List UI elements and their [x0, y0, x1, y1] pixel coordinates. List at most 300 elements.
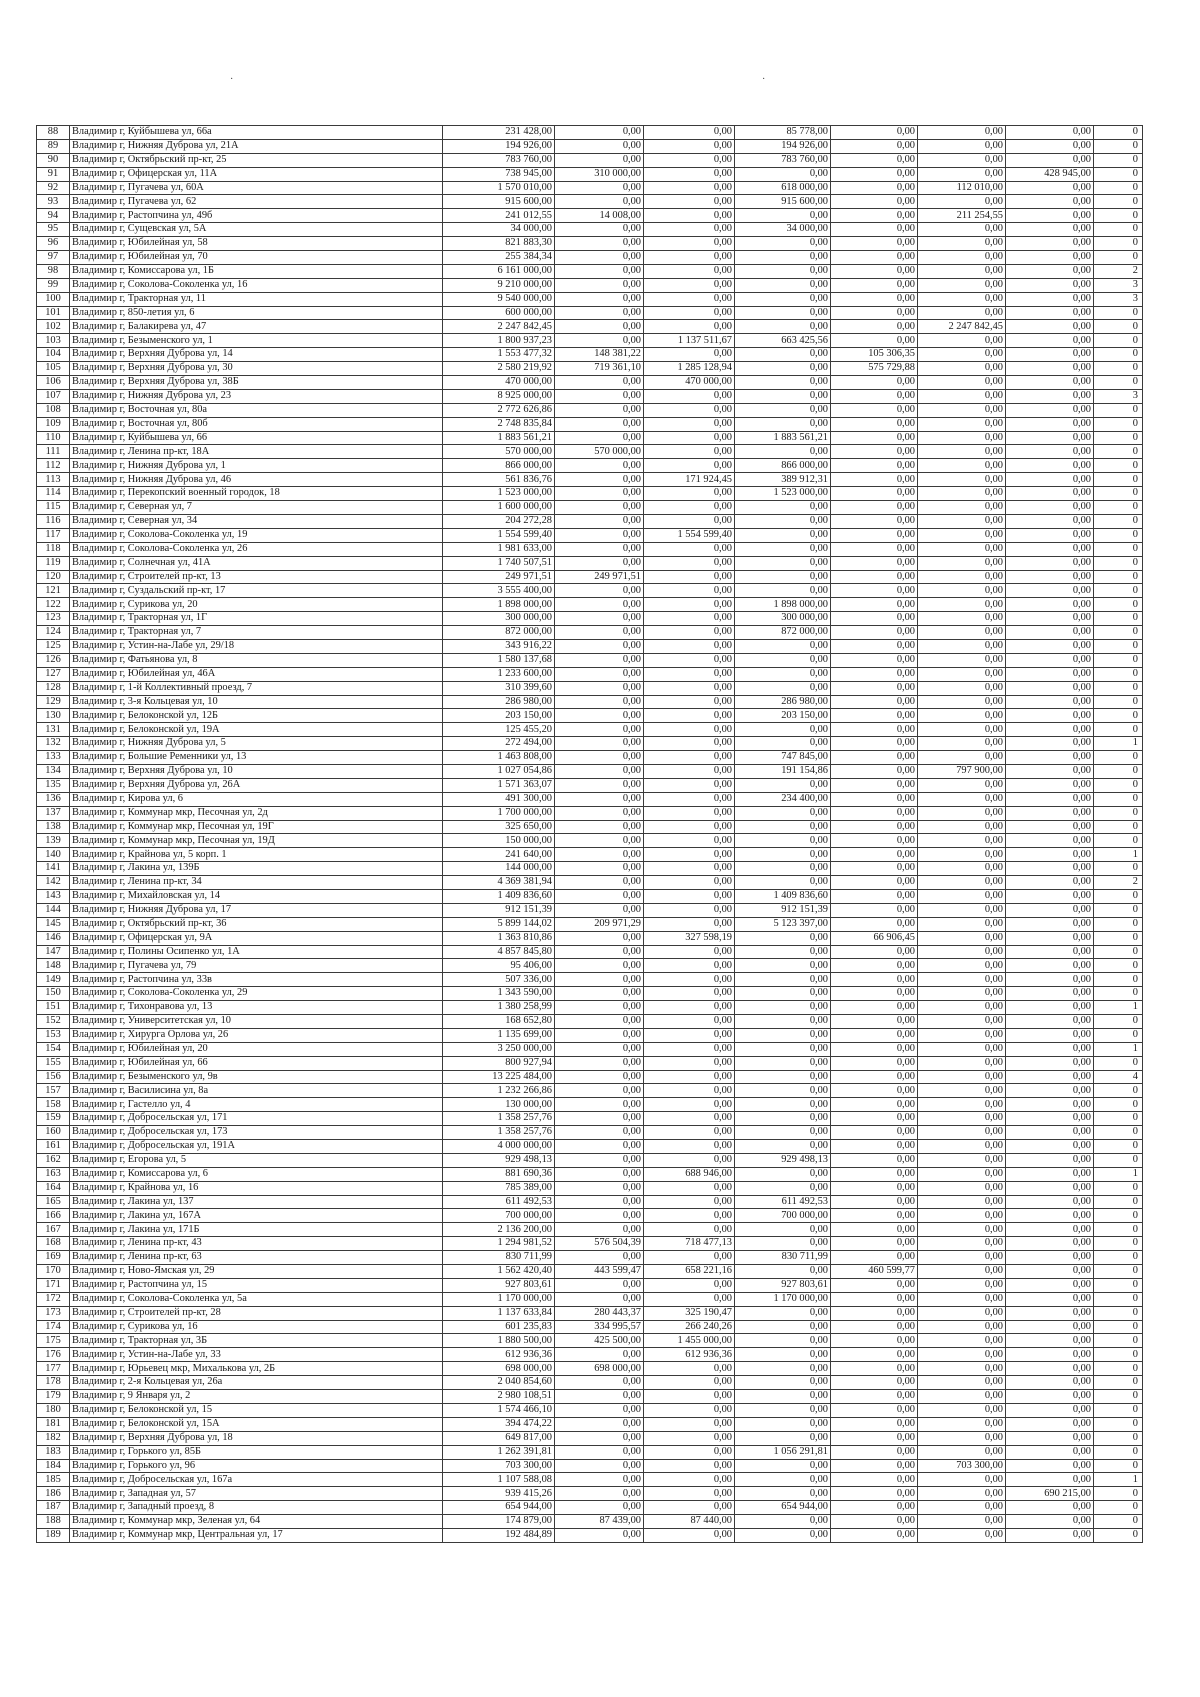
count-cell: 0 — [1094, 431, 1143, 445]
amount-col-5-cell: 0,00 — [918, 570, 1006, 584]
count-cell: 0 — [1094, 1098, 1143, 1112]
address-cell: Владимир г, Восточная ул, 80б — [70, 417, 443, 431]
amount-col-6-cell: 0,00 — [1006, 1306, 1094, 1320]
amount-col-6-cell: 0,00 — [1006, 292, 1094, 306]
amount-col-1-cell: 0,00 — [555, 1390, 644, 1404]
amount-col-4-cell: 0,00 — [831, 709, 918, 723]
table-body — [37, 126, 1143, 1543]
table-row — [37, 1501, 1143, 1515]
address-cell: Владимир г, Соколова-Соколенка ул, 26 — [70, 542, 443, 556]
amount-col-1-cell: 0,00 — [555, 237, 644, 251]
amount-col-5-cell: 0,00 — [918, 306, 1006, 320]
table-row — [37, 1278, 1143, 1292]
amount-col-2-cell: 0,00 — [644, 1126, 735, 1140]
table-row — [37, 764, 1143, 778]
amount-col-3-cell: 0,00 — [735, 1515, 831, 1529]
amount-col-6-cell: 0,00 — [1006, 487, 1094, 501]
amount-col-1-cell: 0,00 — [555, 459, 644, 473]
amount-col-4-cell: 0,00 — [831, 403, 918, 417]
amount-col-1-cell: 0,00 — [555, 153, 644, 167]
amount-total-cell: 255 384,34 — [443, 251, 555, 265]
table-row — [37, 1320, 1143, 1334]
row-number: 144 — [37, 903, 70, 917]
amount-col-5-cell: 0,00 — [918, 1403, 1006, 1417]
amount-col-3-cell: 866 000,00 — [735, 459, 831, 473]
amount-col-3-cell: 0,00 — [735, 1056, 831, 1070]
amount-col-5-cell: 0,00 — [918, 876, 1006, 890]
amount-col-1-cell: 0,00 — [555, 403, 644, 417]
amount-col-2-cell: 1 137 511,67 — [644, 334, 735, 348]
table-row — [37, 1209, 1143, 1223]
amount-total-cell: 13 225 484,00 — [443, 1070, 555, 1084]
row-number: 182 — [37, 1431, 70, 1445]
amount-col-3-cell: 0,00 — [735, 820, 831, 834]
amount-col-6-cell: 0,00 — [1006, 1528, 1094, 1542]
amount-col-5-cell: 0,00 — [918, 695, 1006, 709]
amount-col-4-cell: 0,00 — [831, 417, 918, 431]
amount-total-cell: 203 150,00 — [443, 709, 555, 723]
amount-col-6-cell: 0,00 — [1006, 903, 1094, 917]
count-cell: 0 — [1094, 806, 1143, 820]
table-row — [37, 1431, 1143, 1445]
amount-col-2-cell: 718 477,13 — [644, 1237, 735, 1251]
table-row — [37, 251, 1143, 265]
amount-col-4-cell: 0,00 — [831, 1153, 918, 1167]
address-cell: Владимир г, Куйбышева ул, 66 — [70, 431, 443, 445]
amount-col-1-cell: 0,00 — [555, 876, 644, 890]
amount-col-3-cell: 0,00 — [735, 362, 831, 376]
amount-total-cell: 927 803,61 — [443, 1278, 555, 1292]
amount-col-6-cell: 0,00 — [1006, 306, 1094, 320]
amount-col-6-cell: 0,00 — [1006, 1459, 1094, 1473]
amount-col-3-cell: 0,00 — [735, 653, 831, 667]
count-cell: 1 — [1094, 1167, 1143, 1181]
row-number: 155 — [37, 1056, 70, 1070]
amount-col-6-cell: 0,00 — [1006, 320, 1094, 334]
count-cell: 0 — [1094, 153, 1143, 167]
amount-col-5-cell: 0,00 — [918, 584, 1006, 598]
amount-col-1-cell: 0,00 — [555, 1015, 644, 1029]
amount-col-6-cell: 0,00 — [1006, 556, 1094, 570]
count-cell: 0 — [1094, 570, 1143, 584]
row-number: 102 — [37, 320, 70, 334]
amount-col-3-cell: 0,00 — [735, 1334, 831, 1348]
address-cell: Владимир г, Суздальский пр-кт, 17 — [70, 584, 443, 598]
amount-col-1-cell: 0,00 — [555, 528, 644, 542]
amount-col-6-cell: 0,00 — [1006, 1362, 1094, 1376]
row-number: 168 — [37, 1237, 70, 1251]
count-cell: 1 — [1094, 737, 1143, 751]
amount-col-2-cell: 0,00 — [644, 181, 735, 195]
amount-total-cell: 343 916,22 — [443, 639, 555, 653]
amount-col-6-cell: 0,00 — [1006, 542, 1094, 556]
amount-col-5-cell: 0,00 — [918, 737, 1006, 751]
amount-col-5-cell: 0,00 — [918, 153, 1006, 167]
amount-total-cell: 4 369 381,94 — [443, 876, 555, 890]
amount-total-cell: 241 640,00 — [443, 848, 555, 862]
count-cell: 0 — [1094, 1223, 1143, 1237]
amount-total-cell: 929 498,13 — [443, 1153, 555, 1167]
count-cell: 0 — [1094, 1056, 1143, 1070]
amount-total-cell: 470 000,00 — [443, 376, 555, 390]
address-cell: Владимир г, Тракторная ул, 1Г — [70, 612, 443, 626]
amount-col-6-cell: 0,00 — [1006, 778, 1094, 792]
amount-col-5-cell: 0,00 — [918, 348, 1006, 362]
amount-total-cell: 241 012,55 — [443, 209, 555, 223]
amount-col-1-cell: 0,00 — [555, 542, 644, 556]
amount-col-4-cell: 0,00 — [831, 542, 918, 556]
amount-col-6-cell: 0,00 — [1006, 987, 1094, 1001]
amount-col-1-cell: 0,00 — [555, 264, 644, 278]
amount-col-3-cell: 0,00 — [735, 501, 831, 515]
amount-col-5-cell: 0,00 — [918, 778, 1006, 792]
count-cell: 0 — [1094, 1084, 1143, 1098]
address-cell: Владимир г, Юрьевец мкр, Михалькова ул, 2Б — [70, 1362, 443, 1376]
amount-col-5-cell: 0,00 — [918, 1265, 1006, 1279]
amount-col-5-cell: 0,00 — [918, 1112, 1006, 1126]
address-cell: Владимир г, Ленина пр-кт, 18А — [70, 445, 443, 459]
count-cell: 0 — [1094, 376, 1143, 390]
amount-col-4-cell: 0,00 — [831, 1126, 918, 1140]
table-row — [37, 1153, 1143, 1167]
count-cell: 0 — [1094, 1209, 1143, 1223]
address-cell: Владимир г, Кирова ул, 6 — [70, 792, 443, 806]
amount-col-5-cell: 0,00 — [918, 973, 1006, 987]
amount-col-6-cell: 0,00 — [1006, 1390, 1094, 1404]
table-row — [37, 473, 1143, 487]
amount-col-1-cell: 0,00 — [555, 1195, 644, 1209]
amount-col-2-cell: 0,00 — [644, 723, 735, 737]
table-row — [37, 195, 1143, 209]
amount-col-2-cell: 0,00 — [644, 903, 735, 917]
amount-col-4-cell: 0,00 — [831, 528, 918, 542]
row-number: 139 — [37, 834, 70, 848]
amount-col-2-cell: 0,00 — [644, 737, 735, 751]
amount-col-3-cell: 0,00 — [735, 1348, 831, 1362]
amount-col-2-cell: 0,00 — [644, 1070, 735, 1084]
count-cell: 0 — [1094, 1320, 1143, 1334]
row-number: 119 — [37, 556, 70, 570]
row-number: 138 — [37, 820, 70, 834]
count-cell: 0 — [1094, 834, 1143, 848]
amount-col-3-cell: 0,00 — [735, 862, 831, 876]
table-row — [37, 834, 1143, 848]
amount-col-3-cell: 0,00 — [735, 209, 831, 223]
amount-col-4-cell: 0,00 — [831, 1459, 918, 1473]
amount-col-5-cell: 0,00 — [918, 389, 1006, 403]
address-cell: Владимир г, Соколова-Соколенка ул, 5а — [70, 1292, 443, 1306]
address-cell: Владимир г, Юбилейная ул, 70 — [70, 251, 443, 265]
amount-col-1-cell: 0,00 — [555, 1070, 644, 1084]
count-cell: 3 — [1094, 389, 1143, 403]
amount-col-1-cell: 249 971,51 — [555, 570, 644, 584]
row-number: 148 — [37, 959, 70, 973]
amount-col-1-cell: 0,00 — [555, 1431, 644, 1445]
amount-col-4-cell: 0,00 — [831, 167, 918, 181]
amount-col-3-cell: 0,00 — [735, 1459, 831, 1473]
amount-col-3-cell: 0,00 — [735, 376, 831, 390]
table-row — [37, 1001, 1143, 1015]
address-cell: Владимир г, Куйбышева ул, 66а — [70, 126, 443, 140]
count-cell: 0 — [1094, 612, 1143, 626]
amount-col-5-cell: 0,00 — [918, 806, 1006, 820]
address-cell: Владимир г, Соколова-Соколенка ул, 16 — [70, 278, 443, 292]
amount-col-6-cell: 0,00 — [1006, 917, 1094, 931]
amount-col-1-cell: 0,00 — [555, 1042, 644, 1056]
amount-col-6-cell: 0,00 — [1006, 223, 1094, 237]
amount-col-3-cell: 0,00 — [735, 987, 831, 1001]
table-row — [37, 1348, 1143, 1362]
amount-col-5-cell: 0,00 — [918, 889, 1006, 903]
count-cell: 0 — [1094, 1015, 1143, 1029]
table-row — [37, 1015, 1143, 1029]
count-cell: 0 — [1094, 667, 1143, 681]
amount-col-5-cell: 0,00 — [918, 1001, 1006, 1015]
amount-col-6-cell: 0,00 — [1006, 1515, 1094, 1529]
address-cell: Владимир г, Офицерская ул, 11А — [70, 167, 443, 181]
table-row — [37, 820, 1143, 834]
amount-col-3-cell: 0,00 — [735, 959, 831, 973]
amount-col-5-cell: 0,00 — [918, 1445, 1006, 1459]
amount-col-4-cell: 0,00 — [831, 806, 918, 820]
count-cell: 4 — [1094, 1070, 1143, 1084]
count-cell: 0 — [1094, 1292, 1143, 1306]
amount-total-cell: 1 880 500,00 — [443, 1334, 555, 1348]
amount-col-1-cell: 0,00 — [555, 1098, 644, 1112]
amount-col-5-cell: 0,00 — [918, 459, 1006, 473]
amount-col-6-cell: 0,00 — [1006, 598, 1094, 612]
amount-total-cell: 700 000,00 — [443, 1209, 555, 1223]
amount-col-6-cell: 0,00 — [1006, 612, 1094, 626]
amount-col-4-cell: 0,00 — [831, 1223, 918, 1237]
address-cell: Владимир г, Юбилейная ул, 58 — [70, 237, 443, 251]
amount-col-4-cell: 0,00 — [831, 445, 918, 459]
address-cell: Владимир г, Ленина пр-кт, 63 — [70, 1251, 443, 1265]
amount-col-5-cell: 0,00 — [918, 723, 1006, 737]
count-cell: 0 — [1094, 1306, 1143, 1320]
amount-col-6-cell: 0,00 — [1006, 473, 1094, 487]
address-cell: Владимир г, Лакина ул, 137 — [70, 1195, 443, 1209]
amount-col-2-cell: 0,00 — [644, 514, 735, 528]
table-row — [37, 389, 1143, 403]
address-cell: Владимир г, Коммунар мкр, Центральная ул, 17 — [70, 1528, 443, 1542]
address-cell: Владимир г, Добросельская ул, 173 — [70, 1126, 443, 1140]
count-cell: 0 — [1094, 959, 1143, 973]
amount-col-2-cell: 0,00 — [644, 584, 735, 598]
amount-col-2-cell: 0,00 — [644, 1001, 735, 1015]
amount-col-2-cell: 0,00 — [644, 389, 735, 403]
amount-col-2-cell: 0,00 — [644, 1459, 735, 1473]
amount-col-4-cell: 0,00 — [831, 264, 918, 278]
amount-col-4-cell: 0,00 — [831, 376, 918, 390]
address-cell: Владимир г, Михайловская ул, 14 — [70, 889, 443, 903]
amount-col-4-cell: 0,00 — [831, 945, 918, 959]
count-cell: 0 — [1094, 334, 1143, 348]
address-cell: Владимир г, Пугачева ул, 62 — [70, 195, 443, 209]
amount-col-6-cell: 0,00 — [1006, 764, 1094, 778]
amount-col-2-cell: 0,00 — [644, 764, 735, 778]
table-row — [37, 1487, 1143, 1501]
amount-col-5-cell: 0,00 — [918, 501, 1006, 515]
amount-col-2-cell: 0,00 — [644, 709, 735, 723]
amount-col-5-cell: 0,00 — [918, 487, 1006, 501]
count-cell: 0 — [1094, 862, 1143, 876]
row-number: 174 — [37, 1320, 70, 1334]
amount-col-4-cell: 0,00 — [831, 1001, 918, 1015]
row-number: 99 — [37, 278, 70, 292]
count-cell: 0 — [1094, 1431, 1143, 1445]
amount-col-1-cell: 719 361,10 — [555, 362, 644, 376]
amount-col-2-cell: 0,00 — [644, 1417, 735, 1431]
address-cell: Владимир г, Верхняя Дуброва ул, 14 — [70, 348, 443, 362]
amount-col-3-cell: 0,00 — [735, 1431, 831, 1445]
address-cell: Владимир г, Крайнова ул, 5 корп. 1 — [70, 848, 443, 862]
amount-col-4-cell: 0,00 — [831, 598, 918, 612]
amount-col-1-cell: 425 500,00 — [555, 1334, 644, 1348]
amount-col-6-cell: 0,00 — [1006, 1278, 1094, 1292]
row-number: 167 — [37, 1223, 70, 1237]
amount-col-3-cell: 0,00 — [735, 639, 831, 653]
count-cell: 0 — [1094, 1390, 1143, 1404]
amount-col-1-cell: 0,00 — [555, 556, 644, 570]
address-cell: Владимир г, Тихонравова ул, 13 — [70, 1001, 443, 1015]
amount-col-2-cell: 0,00 — [644, 1278, 735, 1292]
amount-col-4-cell: 0,00 — [831, 251, 918, 265]
row-number: 176 — [37, 1348, 70, 1362]
table-row — [37, 570, 1143, 584]
amount-col-3-cell: 0,00 — [735, 514, 831, 528]
amount-col-3-cell: 0,00 — [735, 1237, 831, 1251]
address-cell: Владимир г, Растопчина ул, 49б — [70, 209, 443, 223]
amount-col-4-cell: 0,00 — [831, 570, 918, 584]
amount-col-3-cell: 286 980,00 — [735, 695, 831, 709]
amount-col-5-cell: 0,00 — [918, 1223, 1006, 1237]
address-cell: Владимир г, Верхняя Дуброва ул, 30 — [70, 362, 443, 376]
amount-col-3-cell: 0,00 — [735, 556, 831, 570]
count-cell: 0 — [1094, 709, 1143, 723]
count-cell: 0 — [1094, 501, 1143, 515]
table-row — [37, 528, 1143, 542]
amount-col-4-cell: 0,00 — [831, 1278, 918, 1292]
amount-col-5-cell: 0,00 — [918, 403, 1006, 417]
amount-col-6-cell: 0,00 — [1006, 1181, 1094, 1195]
amount-total-cell: 507 336,00 — [443, 973, 555, 987]
row-number: 149 — [37, 973, 70, 987]
amount-col-1-cell: 0,00 — [555, 820, 644, 834]
amount-col-1-cell: 0,00 — [555, 1501, 644, 1515]
amount-col-6-cell: 0,00 — [1006, 376, 1094, 390]
amount-col-1-cell: 334 995,57 — [555, 1320, 644, 1334]
row-number: 127 — [37, 667, 70, 681]
count-cell: 0 — [1094, 584, 1143, 598]
amount-col-5-cell: 0,00 — [918, 1320, 1006, 1334]
amount-total-cell: 1 232 266,86 — [443, 1084, 555, 1098]
address-cell: Владимир г, Нижняя Дуброва ул, 1 — [70, 459, 443, 473]
amount-col-2-cell: 0,00 — [644, 889, 735, 903]
amount-col-3-cell: 5 123 397,00 — [735, 917, 831, 931]
amount-col-3-cell: 0,00 — [735, 348, 831, 362]
count-cell: 0 — [1094, 181, 1143, 195]
table-row — [37, 848, 1143, 862]
count-cell: 0 — [1094, 542, 1143, 556]
amount-total-cell: 1 409 836,60 — [443, 889, 555, 903]
amount-total-cell: 9 210 000,00 — [443, 278, 555, 292]
amount-col-1-cell: 0,00 — [555, 1167, 644, 1181]
amount-col-6-cell: 0,00 — [1006, 1028, 1094, 1042]
amount-col-2-cell: 0,00 — [644, 306, 735, 320]
amount-total-cell: 192 484,89 — [443, 1528, 555, 1542]
table-row — [37, 1390, 1143, 1404]
amount-col-5-cell: 0,00 — [918, 1501, 1006, 1515]
amount-total-cell: 1 358 257,76 — [443, 1126, 555, 1140]
amount-col-6-cell: 0,00 — [1006, 1042, 1094, 1056]
amount-col-4-cell: 0,00 — [831, 764, 918, 778]
amount-col-1-cell: 0,00 — [555, 1140, 644, 1154]
amount-col-4-cell: 0,00 — [831, 195, 918, 209]
table-row — [37, 306, 1143, 320]
amount-col-3-cell: 0,00 — [735, 320, 831, 334]
table-row — [37, 1306, 1143, 1320]
amount-total-cell: 1 800 937,23 — [443, 334, 555, 348]
count-cell: 0 — [1094, 223, 1143, 237]
count-cell: 0 — [1094, 445, 1143, 459]
count-cell: 3 — [1094, 292, 1143, 306]
amount-col-4-cell: 0,00 — [831, 1251, 918, 1265]
amount-total-cell: 300 000,00 — [443, 612, 555, 626]
amount-col-1-cell: 0,00 — [555, 1459, 644, 1473]
address-cell: Владимир г, Верхняя Дуброва ул, 18 — [70, 1431, 443, 1445]
amount-col-3-cell: 0,00 — [735, 737, 831, 751]
row-number: 114 — [37, 487, 70, 501]
amount-total-cell: 310 399,60 — [443, 681, 555, 695]
amount-col-1-cell: 0,00 — [555, 1223, 644, 1237]
address-cell: Владимир г, Пугачева ул, 79 — [70, 959, 443, 973]
amount-col-2-cell: 0,00 — [644, 876, 735, 890]
amount-col-5-cell: 0,00 — [918, 1028, 1006, 1042]
row-number: 129 — [37, 695, 70, 709]
amount-col-6-cell: 0,00 — [1006, 931, 1094, 945]
amount-col-4-cell: 0,00 — [831, 514, 918, 528]
row-number: 153 — [37, 1028, 70, 1042]
count-cell: 0 — [1094, 778, 1143, 792]
amount-col-5-cell: 0,00 — [918, 445, 1006, 459]
amount-col-6-cell: 0,00 — [1006, 431, 1094, 445]
count-cell: 0 — [1094, 1334, 1143, 1348]
amount-total-cell: 1 898 000,00 — [443, 598, 555, 612]
amount-col-2-cell: 0,00 — [644, 223, 735, 237]
amount-col-1-cell: 0,00 — [555, 139, 644, 153]
row-number: 163 — [37, 1167, 70, 1181]
count-cell: 0 — [1094, 987, 1143, 1001]
count-cell: 0 — [1094, 251, 1143, 265]
amount-col-3-cell: 783 760,00 — [735, 153, 831, 167]
address-cell: Владимир г, Белоконской ул, 12Б — [70, 709, 443, 723]
amount-col-1-cell: 0,00 — [555, 709, 644, 723]
amount-col-4-cell: 0,00 — [831, 1098, 918, 1112]
amount-col-1-cell: 0,00 — [555, 764, 644, 778]
amount-col-3-cell: 0,00 — [735, 1084, 831, 1098]
count-cell: 1 — [1094, 1001, 1143, 1015]
count-cell: 0 — [1094, 764, 1143, 778]
count-cell: 0 — [1094, 681, 1143, 695]
amount-col-4-cell: 0,00 — [831, 1334, 918, 1348]
table-row — [37, 1445, 1143, 1459]
amount-col-5-cell: 0,00 — [918, 1167, 1006, 1181]
row-number: 187 — [37, 1501, 70, 1515]
address-cell: Владимир г, Коммунар мкр, Песочная ул, 19Г — [70, 820, 443, 834]
row-number: 88 — [37, 126, 70, 140]
amount-col-2-cell: 0,00 — [644, 1112, 735, 1126]
